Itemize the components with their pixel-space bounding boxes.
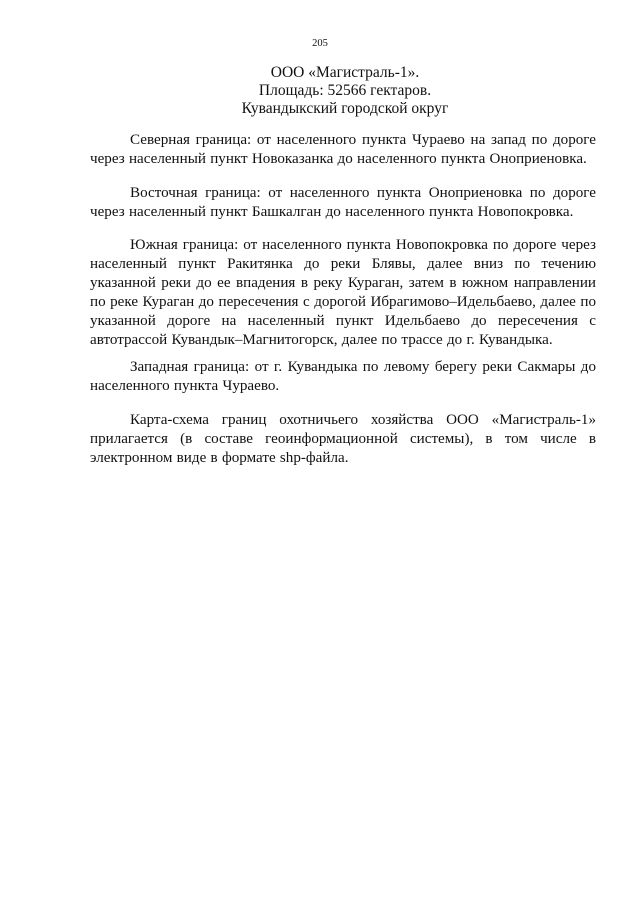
south-boundary-paragraph: Южная граница: от населенного пункта Новопокровка по дороге через населенный пункт Ракитянка до реки Блявы, далее вниз по течению указанной реки до ее впадения в реку Кураган, затем в южном направлении по реке Кураган до пересечения с дорогой Ибрагимово–Идельбаево, далее по указанной дороге на населенный пункт Идельбаево до пересечения с автотрассой Кувандык–Магнитогорск, далее по трассе до г. Кувандыка. <box>90 237 596 348</box>
east-boundary-paragraph: Восточная граница: от населенного пункта Оноприеновка по дороге через населенный пункт Башкалган до населенного пункта Новопокровка. <box>90 185 596 220</box>
page-number: 205 <box>312 38 328 49</box>
map-scheme-paragraph: Карта-схема границ охотничьего хозяйства ООО «Магистраль-1» прилагается (в составе геоинформационной системы), в том числе в электронном виде в формате shp-файла. <box>90 412 596 466</box>
area-line: Площадь: 52566 гектаров. <box>258 82 432 99</box>
north-boundary-paragraph: Северная граница: от населенного пункта Чураево на запад по дороге через населенный пункт Новоказанка до населенного пункта Оноприеновка. <box>90 132 596 167</box>
west-boundary-paragraph: Западная граница: от г. Кувандыка по левому берегу реки Сакмары до населенного пункта Чураево. <box>90 359 596 394</box>
organization-title: ООО «Магистраль-1». <box>270 64 420 81</box>
district-line: Кувандыкский городской округ <box>241 100 449 117</box>
